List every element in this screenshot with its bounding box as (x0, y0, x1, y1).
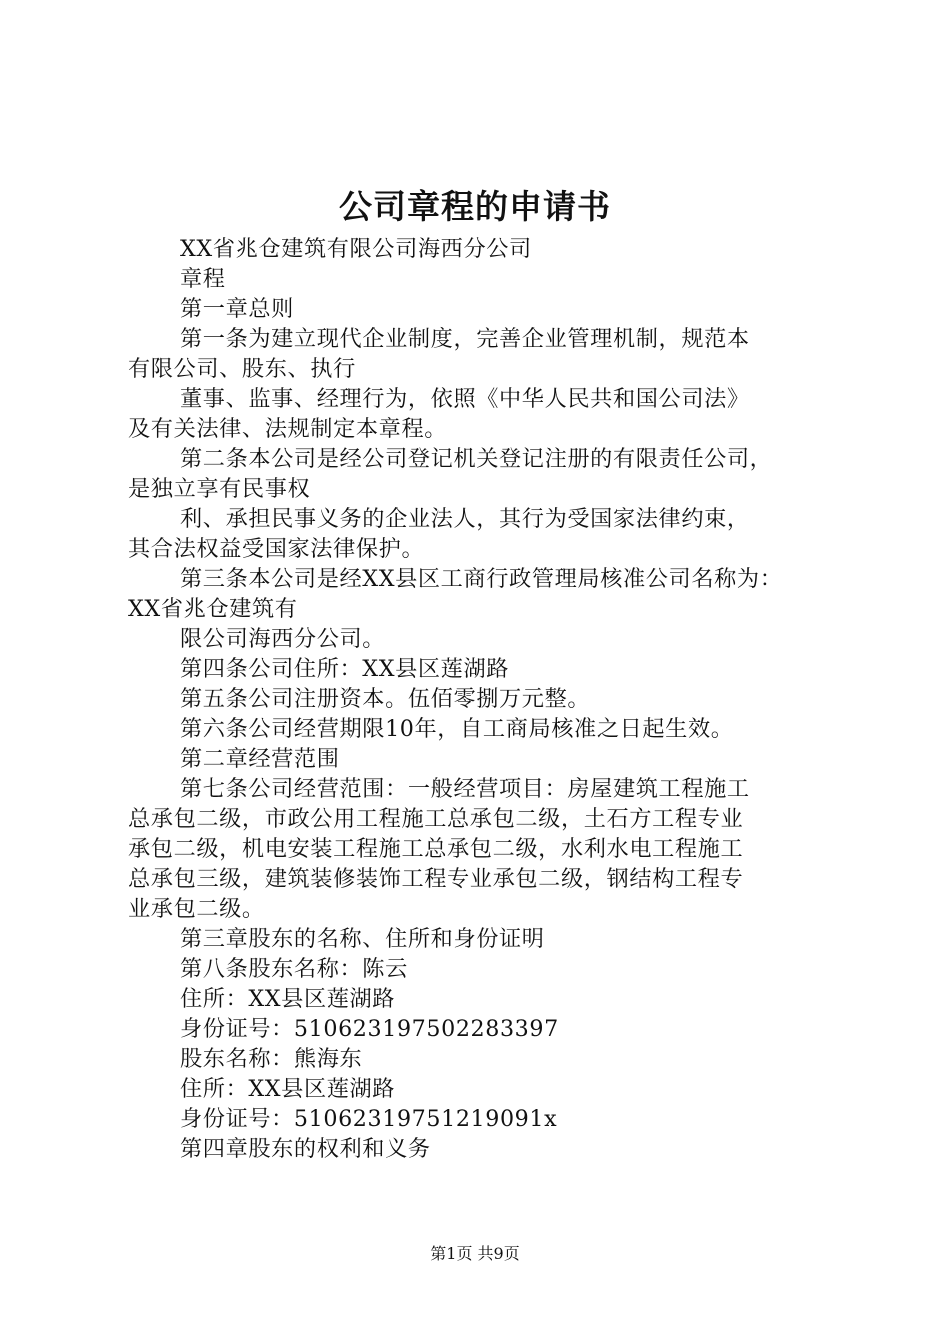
body-line: 第一章总则 (180, 296, 294, 322)
body-line: 第三章股东的名称、住所和身份证明 (180, 926, 545, 952)
body-line: 其合法权益受国家法律保护。 (128, 536, 425, 562)
body-line: 第二条本公司是经公司登记机关登记注册的有限责任公司， (180, 446, 773, 472)
body-line: 章程 (180, 266, 226, 292)
body-line: 及有关法律、法规制定本章程。 (128, 416, 448, 442)
body-line: 第二章经营范围 (180, 746, 340, 772)
body-line: 第六条公司经营期限10年，自工商局核准之日起生效。 (180, 716, 734, 742)
body-line: XX省兆仓建筑有限公司海西分公司 (180, 236, 532, 262)
body-line: 利、承担民事义务的企业法人，其行为受国家法律约束， (180, 506, 750, 532)
body-line: 住所：XX县区莲湖路 (180, 986, 396, 1012)
body-line: 身份证号：51062319751219091x (180, 1106, 558, 1132)
body-line: XX省兆仓建筑有 (128, 596, 298, 622)
body-line: 第一条为建立现代企业制度，完善企业管理机制，规范本 (180, 326, 750, 352)
body-line: 住所：XX县区莲湖路 (180, 1076, 396, 1102)
page-footer: 第1页 共9页 (430, 1244, 520, 1263)
body-line: 股东名称：熊海东 (180, 1046, 363, 1072)
body-line: 承包二级，机电安装工程施工总承包二级，水利水电工程施工 (128, 836, 744, 862)
body-line: 有限公司、股东、执行 (128, 356, 356, 382)
body-line: 第四章股东的权利和义务 (180, 1136, 431, 1162)
body-line: 第八条股东名称：陈云 (180, 956, 408, 982)
body-line: 第四条公司住所：XX县区莲湖路 (180, 656, 510, 682)
body-line: 第七条公司经营范围：一般经营项目：房屋建筑工程施工 (180, 776, 750, 802)
body-line: 总承包二级，市政公用工程施工总承包二级，土石方工程专业 (128, 806, 744, 832)
document-title: 公司章程的申请书 (339, 187, 611, 226)
document-body (128, 234, 840, 1164)
body-line: 业承包二级。 (128, 896, 265, 922)
body-line: 限公司海西分公司。 (180, 626, 386, 652)
body-line: 董事、监事、经理行为，依照《中华人民共和国公司法》 (180, 386, 750, 412)
body-line: 总承包三级，建筑装修装饰工程专业承包二级，钢结构工程专 (128, 866, 744, 892)
body-line: 第三条本公司是经XX县区工商行政管理局核准公司名称为： (180, 566, 783, 592)
body-line: 是独立享有民事权 (128, 476, 311, 502)
body-line: 身份证号：510623197502283397 (180, 1016, 559, 1042)
body-line: 第五条公司注册资本。伍佰零捌万元整。 (180, 686, 591, 712)
